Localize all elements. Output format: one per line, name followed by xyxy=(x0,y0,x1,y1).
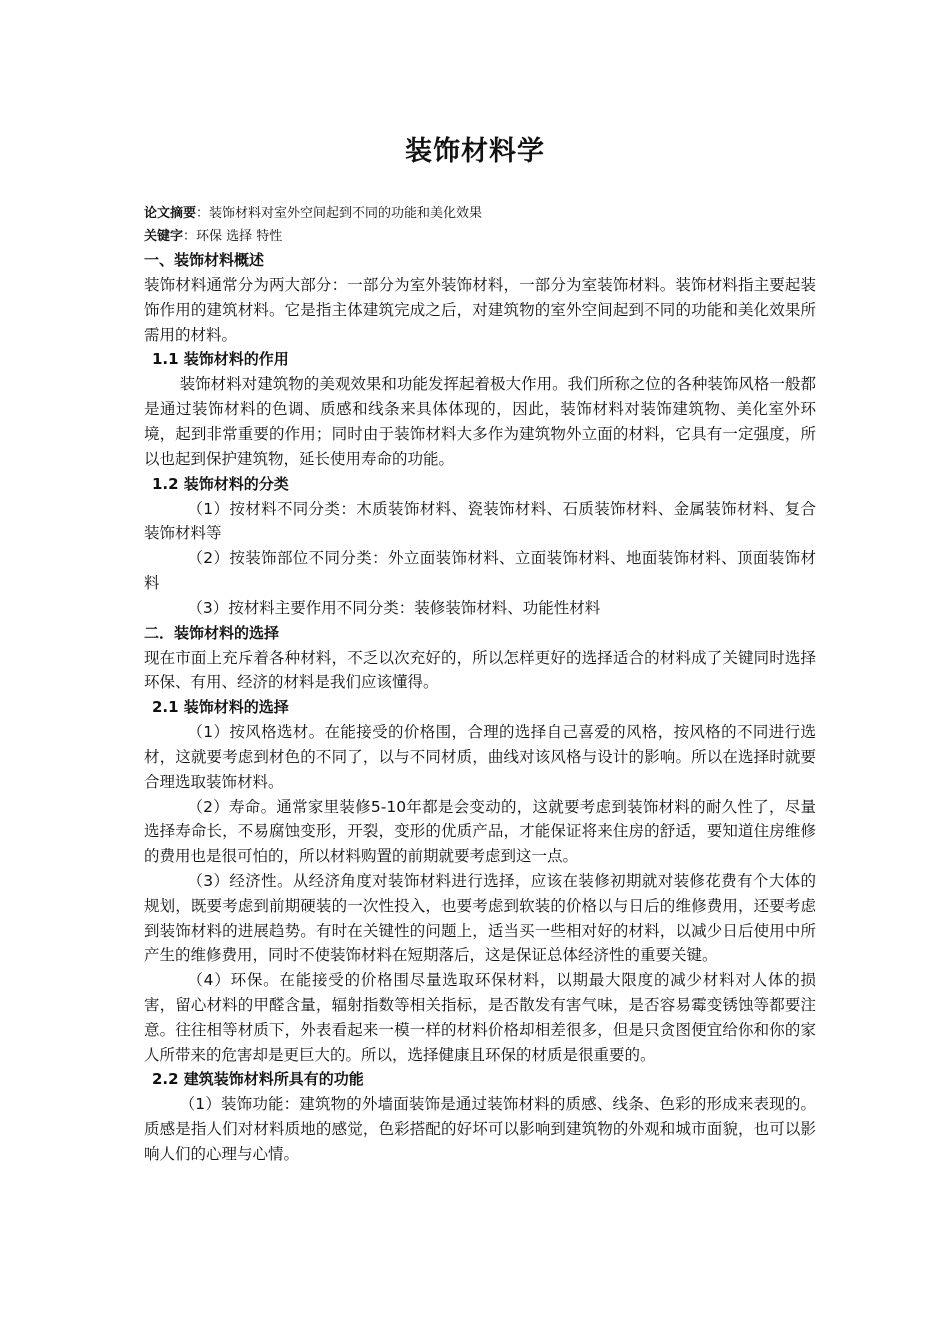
keywords-text: ：环保 选择 特性 xyxy=(183,229,283,244)
section-2-2-item-1: （1）装饰功能：建筑物的外墙面装饰是通过装饰材料的质感、线条、色彩的形成来表现的。质感是指人们对材料质地的感觉，色彩搭配的好坏可以影响到建筑物的外观和城市面貌，也可以影响人们的心理与心情。 xyxy=(144,1095,816,1163)
section-2-2-heading: 2.2 建筑装饰材料所具有的功能 xyxy=(152,1070,364,1089)
section-2-heading: 二．装饰材料的选择 xyxy=(144,623,280,642)
section-1-1-paragraph: 装饰材料对建筑物的美观效果和功能发挥起着极大作用。我们所称之位的各种装饰风格一般都是通过装饰材料的色调、质感和线条来具体体现的，因此，装饰材料对装饰建筑物、美化室外环境，起到非常重要的作用；同时由于装饰材料大多作为建筑物外立面的材料，它具有一定强度，所以也起到保护建筑物，延长使用寿命的功能。 xyxy=(144,375,816,468)
abstract-text: ：装饰材料对室外空间起到不同的功能和美化效果 xyxy=(196,206,483,221)
section-1-2-item-2: （2）按装饰部位不同分类：外立面装饰材料、立面装饰材料、地面装饰材料、顶面装饰材料 xyxy=(144,549,816,592)
section-1-2-item-1: （1）按材料不同分类：木质装饰材料、瓷装饰材料、石质装饰材料、金属装饰材料、复合装饰材料等 xyxy=(144,499,816,543)
section-2-1-heading: 2.1 装饰材料的选择 xyxy=(152,698,289,717)
section-1-2-heading: 1.2 装饰材料的分类 xyxy=(152,474,289,493)
section-2-1-item-4: （4）环保。在能接受的价格围尽量选取环保材料，以期最大限度的减少材料对人体的损害，留心材料的甲醛含量，辐射指数等相关指标，是否散发有害气味，是否容易霉变锈蚀等都要注意。往往相等材质下，外表看起来一模一样的材料价格却相差很多，但是只贪图便宜给你和你的家人所带来的危害却是更巨大的。所以，选择健康且环保的材质是很重要的。 xyxy=(144,971,816,1064)
section-1-heading: 一、装饰材料概述 xyxy=(144,251,265,269)
document-body xyxy=(144,202,816,1167)
keywords-label: 关键字 xyxy=(144,229,184,244)
section-1-1-heading: 1.1 装饰材料的作用 xyxy=(152,350,289,369)
section-1-paragraph: 装饰材料通常分为两大部分：一部分为室外装饰材料，一部分为室装饰材料。装饰材料指主要起装饰作用的建筑材料。它是指主体建筑完成之后，对建筑物的室外空间起到不同的功能和美化效果所需用的材料。 xyxy=(144,276,816,344)
section-2-1-item-2: （2）寿命。通常家里装修5-10年都是会变动的，这就要考虑到装饰材料的耐久性了，尽量选择寿命长，不易腐蚀变形，开裂，变形的优质产品，才能保证将来住房的舒适，要知道住房维修的费用也是很可怕的，所以材料购置的前期就要考虑到这一点。 xyxy=(144,797,816,866)
section-1-2-item-3: （3）按材料主要作用不同分类：装修装饰材料、功能性材料 xyxy=(187,598,601,617)
section-2-1-item-3: （3）经济性。从经济角度对装饰材料进行选择，应该在装修初期就对装修花费有个大体的规划，既要考虑到前期硬装的一次性投入，也要考虑到软装的价格以与日后的维修费用，还要考虑到装饰材料的进展趋势。有时在关键性的问题上，适当买一些相对好的材料，以减少日后使用中所产生的维修费用，同时不使装饰材料在短期落后，这是保证总体经济性的重要关键。 xyxy=(144,871,816,965)
abstract-label: 论文摘要 xyxy=(144,206,197,221)
document-title: 装饰材料学 xyxy=(405,136,545,167)
keywords-line xyxy=(144,225,816,248)
abstract-line xyxy=(144,202,816,225)
section-2-paragraph: 现在市面上充斥着各种材料，不乏以次充好的，所以怎样更好的选择适合的材料成了关键同时选择环保、有用、经济的材料是我们应该懂得。 xyxy=(144,648,816,692)
section-2-1-item-1: （1）按风格选材。在能接受的价格围，合理的选择自己喜爱的风格，按风格的不同进行选材，这就要考虑到材色的不同了，以与不同材质，曲线对该风格与设计的影响。所以在选择时就要合理选取装饰材料。 xyxy=(144,723,816,791)
